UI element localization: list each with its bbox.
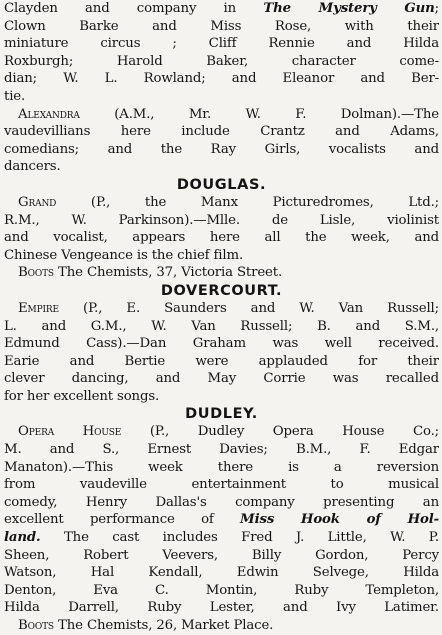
text-run: L. and G.M., W. Van Russell; B. and S.M., bbox=[4, 318, 439, 334]
text-line bbox=[4, 53, 439, 71]
text-run: DOVERCOURT. bbox=[160, 282, 283, 299]
text-run: Hilda Darrell, Ruby Lester, and Ivy Latimer. bbox=[4, 600, 439, 616]
text-run: Sheen, Robert Veevers, Billy Gordon, Percy bbox=[4, 547, 439, 563]
italic-title: The Mystery Gun bbox=[263, 1, 435, 16]
text-line bbox=[4, 511, 439, 529]
text-run: clever dancing, and May Corrie was recalled bbox=[4, 371, 439, 387]
text-run: The Chemists, 37, Victoria Street. bbox=[53, 265, 283, 281]
text-run: comedy, Henry Dallas's company presenting an bbox=[4, 494, 439, 510]
text-run: Watson, Hal Kendall, Edwin Selvege, Hilda bbox=[4, 565, 439, 581]
venue-name: Empire bbox=[18, 300, 59, 316]
text-run: The Chemists, 26, Market Place. bbox=[53, 618, 274, 633]
text-line bbox=[4, 247, 439, 265]
text-line bbox=[4, 0, 439, 18]
text-line bbox=[4, 441, 439, 459]
text-line bbox=[4, 300, 439, 318]
text-line bbox=[4, 229, 439, 247]
text-line bbox=[4, 494, 439, 512]
text-run: Denton, Eva C. Montin, Ruby Templeton, bbox=[4, 582, 439, 598]
venue-name: Boots bbox=[18, 265, 54, 281]
text-run: DUDLEY. bbox=[185, 406, 258, 423]
text-run: Roxburgh; Harold Baker, character come- bbox=[4, 53, 439, 69]
text-line bbox=[4, 617, 439, 635]
text-line bbox=[4, 141, 439, 159]
text-run: for her excellent songs. bbox=[4, 388, 160, 404]
text-run: miniature circus ; Cliff Rennie and Hilda bbox=[4, 36, 439, 52]
text-line bbox=[4, 18, 439, 36]
text-run: (P., E. Saunders and W. Van Russell; bbox=[58, 300, 439, 316]
text-run: vaudevillians here include Crantz and Adams, bbox=[4, 124, 439, 140]
text-line bbox=[4, 459, 439, 477]
text-line bbox=[4, 123, 439, 141]
text-run: dancers. bbox=[4, 159, 61, 175]
text-run: (A.M., Mr. W. F. Dolman).—The bbox=[79, 106, 439, 122]
text-run: Edmund Cass).—Dan Graham was well received. bbox=[4, 336, 439, 352]
text-run: (P., Dudley Opera House Co.; bbox=[121, 424, 439, 440]
text-run: dian; W. L. Rowland; and Eleanor and Ber- bbox=[4, 71, 439, 87]
venue-name: Grand bbox=[18, 194, 57, 210]
text-run: Earie and Bertie were applauded for their bbox=[4, 353, 439, 369]
text-line bbox=[4, 599, 439, 617]
text-run: excellent performance of bbox=[4, 512, 241, 528]
text-line bbox=[4, 476, 439, 494]
venue-name: Alexandra bbox=[18, 106, 80, 122]
text-run: M. and S., Ernest Davies; B.M., F. Edgar bbox=[4, 442, 439, 458]
text-line bbox=[4, 335, 439, 353]
text-line bbox=[4, 106, 439, 124]
text-line bbox=[4, 353, 439, 371]
text-run: R.M., W. Parkinson).—Mlle. de Lisle, violinist bbox=[4, 212, 439, 228]
text-line bbox=[4, 564, 439, 582]
text-line bbox=[4, 212, 439, 230]
text-line bbox=[4, 529, 439, 547]
text-line bbox=[4, 158, 439, 176]
text-line bbox=[4, 370, 439, 388]
venue-name: Boots bbox=[18, 618, 54, 633]
text-line bbox=[4, 582, 439, 600]
text-line bbox=[4, 423, 439, 441]
text-run: (P., the Manx Picturedromes, Ltd.; bbox=[56, 194, 439, 210]
text-line bbox=[4, 388, 439, 406]
text-line bbox=[4, 547, 439, 565]
text-line bbox=[4, 35, 439, 53]
text-line bbox=[4, 264, 439, 282]
text-run: tie. bbox=[4, 88, 26, 104]
text-run: The cast includes Fred J. Little, W. P. bbox=[40, 530, 439, 546]
italic-title: land. bbox=[4, 530, 41, 546]
text-line bbox=[4, 70, 439, 88]
text-run: Chinese Vengeance is the chief film. bbox=[4, 247, 244, 263]
section-heading bbox=[4, 282, 439, 300]
italic-title: Miss Hook of Hol- bbox=[240, 512, 439, 528]
text-run: comedians; and the Ray Girls, vocalists and bbox=[4, 141, 439, 157]
text-run: Clown Barke and Miss Rose, with their bbox=[4, 18, 439, 34]
text-line bbox=[4, 318, 439, 336]
text-run: Clayden and company in bbox=[4, 1, 264, 16]
venue-name: Opera House bbox=[18, 424, 122, 440]
text-line bbox=[4, 88, 439, 106]
text-line bbox=[4, 194, 439, 212]
text-run: Manaton).—This week there is a reversion bbox=[4, 459, 439, 475]
text-run: from vaudeville entertainment to musical bbox=[4, 477, 439, 493]
section-heading bbox=[4, 405, 439, 423]
text-run: and vocalist, appears here all the week, and bbox=[4, 230, 439, 246]
text-run: DOUGLAS. bbox=[176, 176, 267, 193]
section-heading bbox=[4, 176, 439, 194]
text-run: ; bbox=[434, 1, 439, 16]
